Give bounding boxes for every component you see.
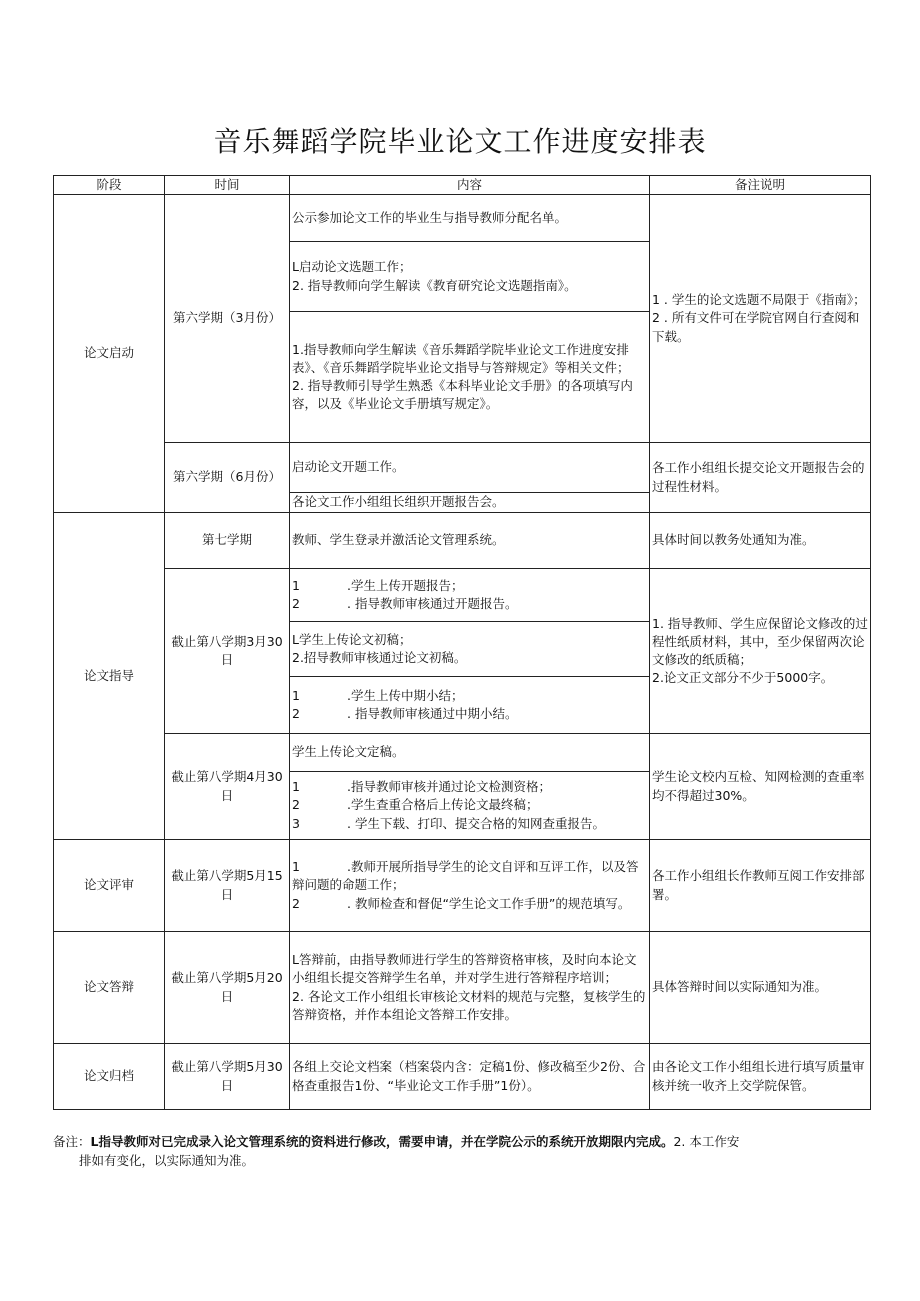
content-line	[292, 815, 647, 833]
note-cell: 具体答辩时间以实际通知为准。	[650, 932, 871, 1044]
content-cell	[290, 772, 650, 840]
content-line: 2. 指导教师向学生解读《教育研究论文选题指南》。	[292, 277, 577, 293]
time-cell: 截止第八学期4月30日	[165, 734, 290, 840]
time-cell: 截止第八学期3月30日	[165, 569, 290, 734]
content-cell	[290, 242, 650, 312]
footnote-bold: L指导教师对已完成录入论文管理系统的资料进行修改，需要申请，并在学院公示的系统开放期限内完成。	[90, 1134, 674, 1149]
note-line: 1 . 学生的论文选题不局限于《指南》；	[652, 292, 866, 308]
page-title: 音乐舞蹈学院毕业论文工作进度安排表	[213, 125, 707, 158]
header-stage: 阶段	[54, 176, 165, 195]
table-row	[54, 195, 871, 242]
note-cell: 由各论文工作小组组长进行填写质量审核并统一收齐上交学院保管。	[650, 1044, 871, 1110]
table-row	[54, 734, 871, 772]
table-row	[54, 569, 871, 622]
content-line	[292, 595, 647, 613]
content-cell	[290, 932, 650, 1044]
item-text: . 指导教师审核通过开题报告。	[347, 596, 518, 611]
content-line	[292, 778, 647, 796]
item-number: 1	[292, 577, 300, 593]
content-cell	[290, 622, 650, 677]
time-cell: 第六学期（3月份）	[165, 195, 290, 443]
content-line: 2.招导教师审核通过论文初稿。	[292, 650, 467, 665]
content-line	[292, 858, 647, 894]
note-cell: 具体时间以教务处通知为准。	[650, 513, 871, 569]
content-line	[292, 796, 647, 814]
footnote-prefix: 备注：	[53, 1134, 91, 1149]
content-cell	[290, 312, 650, 443]
item-text: .学生上传中期小结；	[347, 687, 464, 703]
item-number: 2	[292, 797, 300, 813]
item-number: 1	[292, 779, 300, 795]
time-cell: 截止第八学期5月30日	[165, 1044, 290, 1110]
table-row	[54, 513, 871, 569]
footnote-line-2: 排如有变化，以实际通知为准。	[79, 1153, 255, 1169]
item-number: 3	[292, 815, 300, 831]
header-time: 时间	[165, 176, 290, 195]
content-cell	[290, 840, 650, 932]
item-text: .学生上传开题报告；	[347, 577, 464, 593]
time-cell: 截止第八学期5月15日	[165, 840, 290, 932]
content-line	[292, 705, 647, 723]
content-cell	[290, 569, 650, 622]
item-number: 2	[292, 706, 300, 721]
schedule-table	[53, 175, 871, 1110]
content-line: L答辩前，由指导教师进行学生的答辩资格审核，及时向本论文小组组长提交答辩学生名单，并对学生进行答辩程序培训；	[292, 952, 637, 986]
time-cell: 第六学期（6月份）	[165, 443, 290, 513]
item-number: 2	[292, 895, 300, 911]
content-line: 各论文工作小组组长组织开题报告会。	[292, 494, 505, 510]
content-cell	[290, 677, 650, 734]
footnote-tail: 2. 本工作安	[673, 1134, 740, 1149]
item-text: . 指导教师审核通过中期小结。	[347, 706, 518, 721]
header-note: 备注说明	[650, 176, 871, 195]
stage-cell: 论文评审	[54, 840, 165, 932]
item-number: 1	[292, 859, 300, 875]
table-header-row	[54, 176, 871, 195]
note-line: 2.论文正文部分不少于5000字。	[652, 670, 834, 686]
note-cell: 各工作小组组长作教师互阅工作安排部署。	[650, 840, 871, 932]
content-line	[292, 895, 647, 913]
stage-cell: 论文答辩	[54, 932, 165, 1044]
content-line: 2. 指导教师引导学生熟悉《本科毕业论文手册》的各项填写内容，以及《毕业论文手册填写规定》。	[292, 378, 633, 412]
time-cell: 截止第八学期5月20日	[165, 932, 290, 1044]
table-row	[54, 1044, 871, 1110]
content-cell: 各组上交论文档案（档案袋内含：定稿1份、修改稿至少2份、合格查重报告1份、“毕业论文工作手册”1份）。	[290, 1044, 650, 1110]
content-line: 1.指导教师向学生解读《音乐舞蹈学院毕业论文工作进度安排表》、《音乐舞蹈学院毕业论文指导与答辩规定》等相关文件；	[292, 341, 630, 375]
item-text: .指导教师审核并通过论文检测资格；	[347, 779, 551, 795]
stage-cell: 论文指导	[54, 513, 165, 840]
content-cell: 教师、学生登录并激活论文管理系统。	[290, 513, 650, 569]
content-line: L学生上传论文初稿；	[292, 631, 412, 647]
content-cell	[290, 493, 650, 513]
item-number: 1	[292, 687, 300, 703]
note-line: 2 . 所有文件可在学院官网自行查阅和下载。	[652, 310, 860, 344]
content-line: 2. 各论文工作小组组长审核论文材料的规范与完整，复核学生的答辩资格，并作本组论文答辩工作安排。	[292, 988, 646, 1022]
stage-cell: 论文启动	[54, 195, 165, 513]
table-row	[54, 443, 871, 493]
table-row	[54, 840, 871, 932]
content-line: 学生上传论文定稿。	[292, 744, 405, 760]
content-line: L启动论文选题工作；	[292, 259, 412, 275]
content-cell	[290, 443, 650, 493]
table-row	[54, 932, 871, 1044]
footnote	[53, 1132, 870, 1171]
stage-cell: 论文归档	[54, 1044, 165, 1110]
note-cell: 各工作小组组长提交论文开题报告会的过程性材料。	[650, 443, 871, 513]
note-cell	[650, 569, 871, 734]
item-text: .教师开展所指导学生的论文自评和互评工作，以及答辩问题的命题工作；	[292, 859, 639, 893]
item-text: . 学生下载、打印、提交合格的知网查重报告。	[347, 815, 605, 831]
note-line: 1. 指导教师、学生应保留论文修改的过程性纸质材料，其中，至少保留两次论文修改的纸质稿；	[652, 615, 868, 667]
item-number: 2	[292, 596, 300, 611]
time-cell: 第七学期	[165, 513, 290, 569]
item-text: .学生查重合格后上传论文最终稿；	[347, 797, 539, 813]
item-text: . 教师检查和督促“学生论文工作手册”的规范填写。	[347, 895, 631, 911]
content-line: 公示参加论文工作的毕业生与指导教师分配名单。	[292, 209, 568, 225]
content-line	[292, 577, 647, 595]
content-line	[292, 687, 647, 705]
content-line: 启动论文开题工作。	[292, 459, 405, 475]
header-content: 内容	[290, 176, 650, 195]
content-cell	[290, 195, 650, 242]
note-cell	[650, 195, 871, 443]
note-cell: 学生论文校内互检、知网检测的查重率均不得超过30%。	[650, 734, 871, 840]
content-cell	[290, 734, 650, 772]
